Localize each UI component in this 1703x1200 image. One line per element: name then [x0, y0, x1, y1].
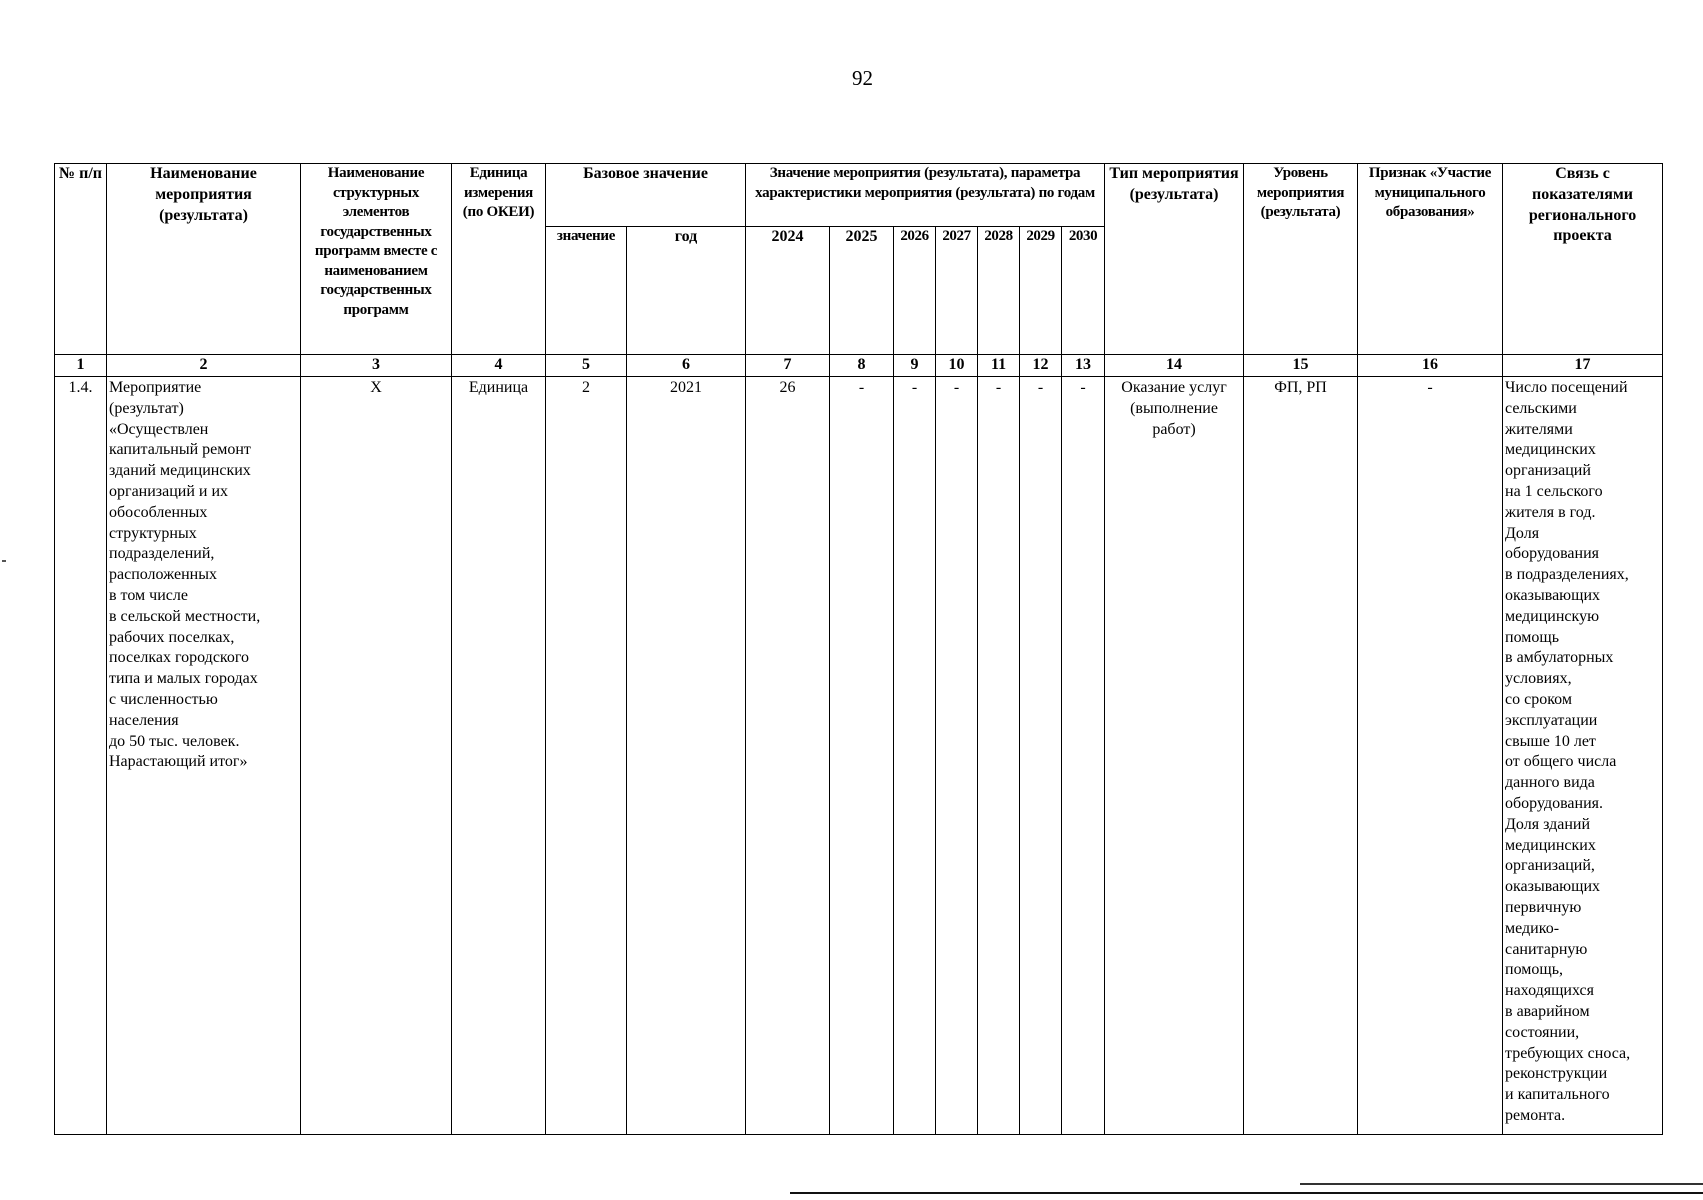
header-year-2025: 2025	[830, 227, 894, 355]
row-type: Оказание услуг (выполнение работ)	[1105, 377, 1244, 1135]
column-number: 16	[1358, 355, 1503, 377]
scan-margin-mark	[2, 560, 6, 562]
header-year-2029: 2029	[1020, 227, 1062, 355]
header-year-2024: 2024	[746, 227, 830, 355]
row-base-value: 2	[546, 377, 627, 1135]
header-struct: Наименование структурных элементов государственных программ вместе с наименованием государственных программ	[301, 164, 452, 355]
column-number: 6	[627, 355, 746, 377]
column-number: 15	[1244, 355, 1358, 377]
column-number: 8	[830, 355, 894, 377]
row-struct: X	[301, 377, 452, 1135]
row-unit: Единица	[452, 377, 546, 1135]
header-num: № п/п	[55, 164, 107, 355]
header-year-2030: 2030	[1062, 227, 1105, 355]
row-value-2029: -	[1020, 377, 1062, 1135]
row-value-2028: -	[978, 377, 1020, 1135]
column-number: 13	[1062, 355, 1105, 377]
activity-table	[54, 163, 1663, 1135]
row-level: ФП, РП	[1244, 377, 1358, 1135]
header-type: Тип мероприятия (результата)	[1105, 164, 1244, 355]
header-year-2028: 2028	[978, 227, 1020, 355]
table-row	[55, 377, 1663, 1135]
row-value-2025: -	[830, 377, 894, 1135]
header-unit: Единица измерения (по ОКЕИ)	[452, 164, 546, 355]
row-value-2026: -	[894, 377, 936, 1135]
row-value-2030: -	[1062, 377, 1105, 1135]
column-number: 11	[978, 355, 1020, 377]
column-number: 1	[55, 355, 107, 377]
column-number: 3	[301, 355, 452, 377]
column-number: 2	[107, 355, 301, 377]
column-number-row	[55, 355, 1663, 377]
column-number: 5	[546, 355, 627, 377]
row-municipal: -	[1358, 377, 1503, 1135]
row-name: Мероприятие (результат) «Осуществлен капитальный ремонт зданий медицинских организаций и их обособленных структурных подразделений, расположенных в том числе в сельской местности, рабочих поселках, поселках городского типа и малых городах с численностью населения до 50 тыс. человек. Нарастающий итог»	[107, 377, 301, 1135]
column-number: 17	[1503, 355, 1663, 377]
row-value-2027: -	[936, 377, 978, 1135]
header-row	[55, 164, 1663, 227]
scan-edge-line	[1300, 1183, 1703, 1185]
page-number: 92	[852, 66, 873, 90]
scan-bottom-line	[790, 1192, 1703, 1194]
row-num: 1.4.	[55, 377, 107, 1135]
header-year-2027: 2027	[936, 227, 978, 355]
header-base-value: значение	[546, 227, 627, 355]
row-value-2024: 26	[746, 377, 830, 1135]
header-link: Связь с показателями регионального проекта	[1503, 164, 1663, 355]
column-number: 10	[936, 355, 978, 377]
header-values-by-year: Значение мероприятия (результата), параметра характеристики мероприятия (результата) по годам	[746, 164, 1105, 227]
column-number: 4	[452, 355, 546, 377]
header-level: Уровень мероприятия (результата)	[1244, 164, 1358, 355]
column-number: 9	[894, 355, 936, 377]
header-year-2026: 2026	[894, 227, 936, 355]
column-number: 14	[1105, 355, 1244, 377]
column-number: 12	[1020, 355, 1062, 377]
row-base-year: 2021	[627, 377, 746, 1135]
header-name: Наименование мероприятия (результата)	[107, 164, 301, 355]
row-link: Число посещений сельскими жителями медицинских организаций на 1 сельского жителя в год. Доля оборудования в подразделениях, оказывающих медицинскую помощь в амбулаторных условиях, со сроком эксплуатации свыше 10 лет от общего числа данного вида оборудования. Доля зданий медицинских организаций, оказывающих первичную медико- санитарную помощь, находящихся в аварийном состоянии, требующих сноса, реконструкции и капитального ремонта.	[1503, 377, 1663, 1135]
header-base: Базовое значение	[546, 164, 746, 227]
header-base-year: год	[627, 227, 746, 355]
column-number: 7	[746, 355, 830, 377]
header-municipal: Признак «Участие муниципального образования»	[1358, 164, 1503, 355]
